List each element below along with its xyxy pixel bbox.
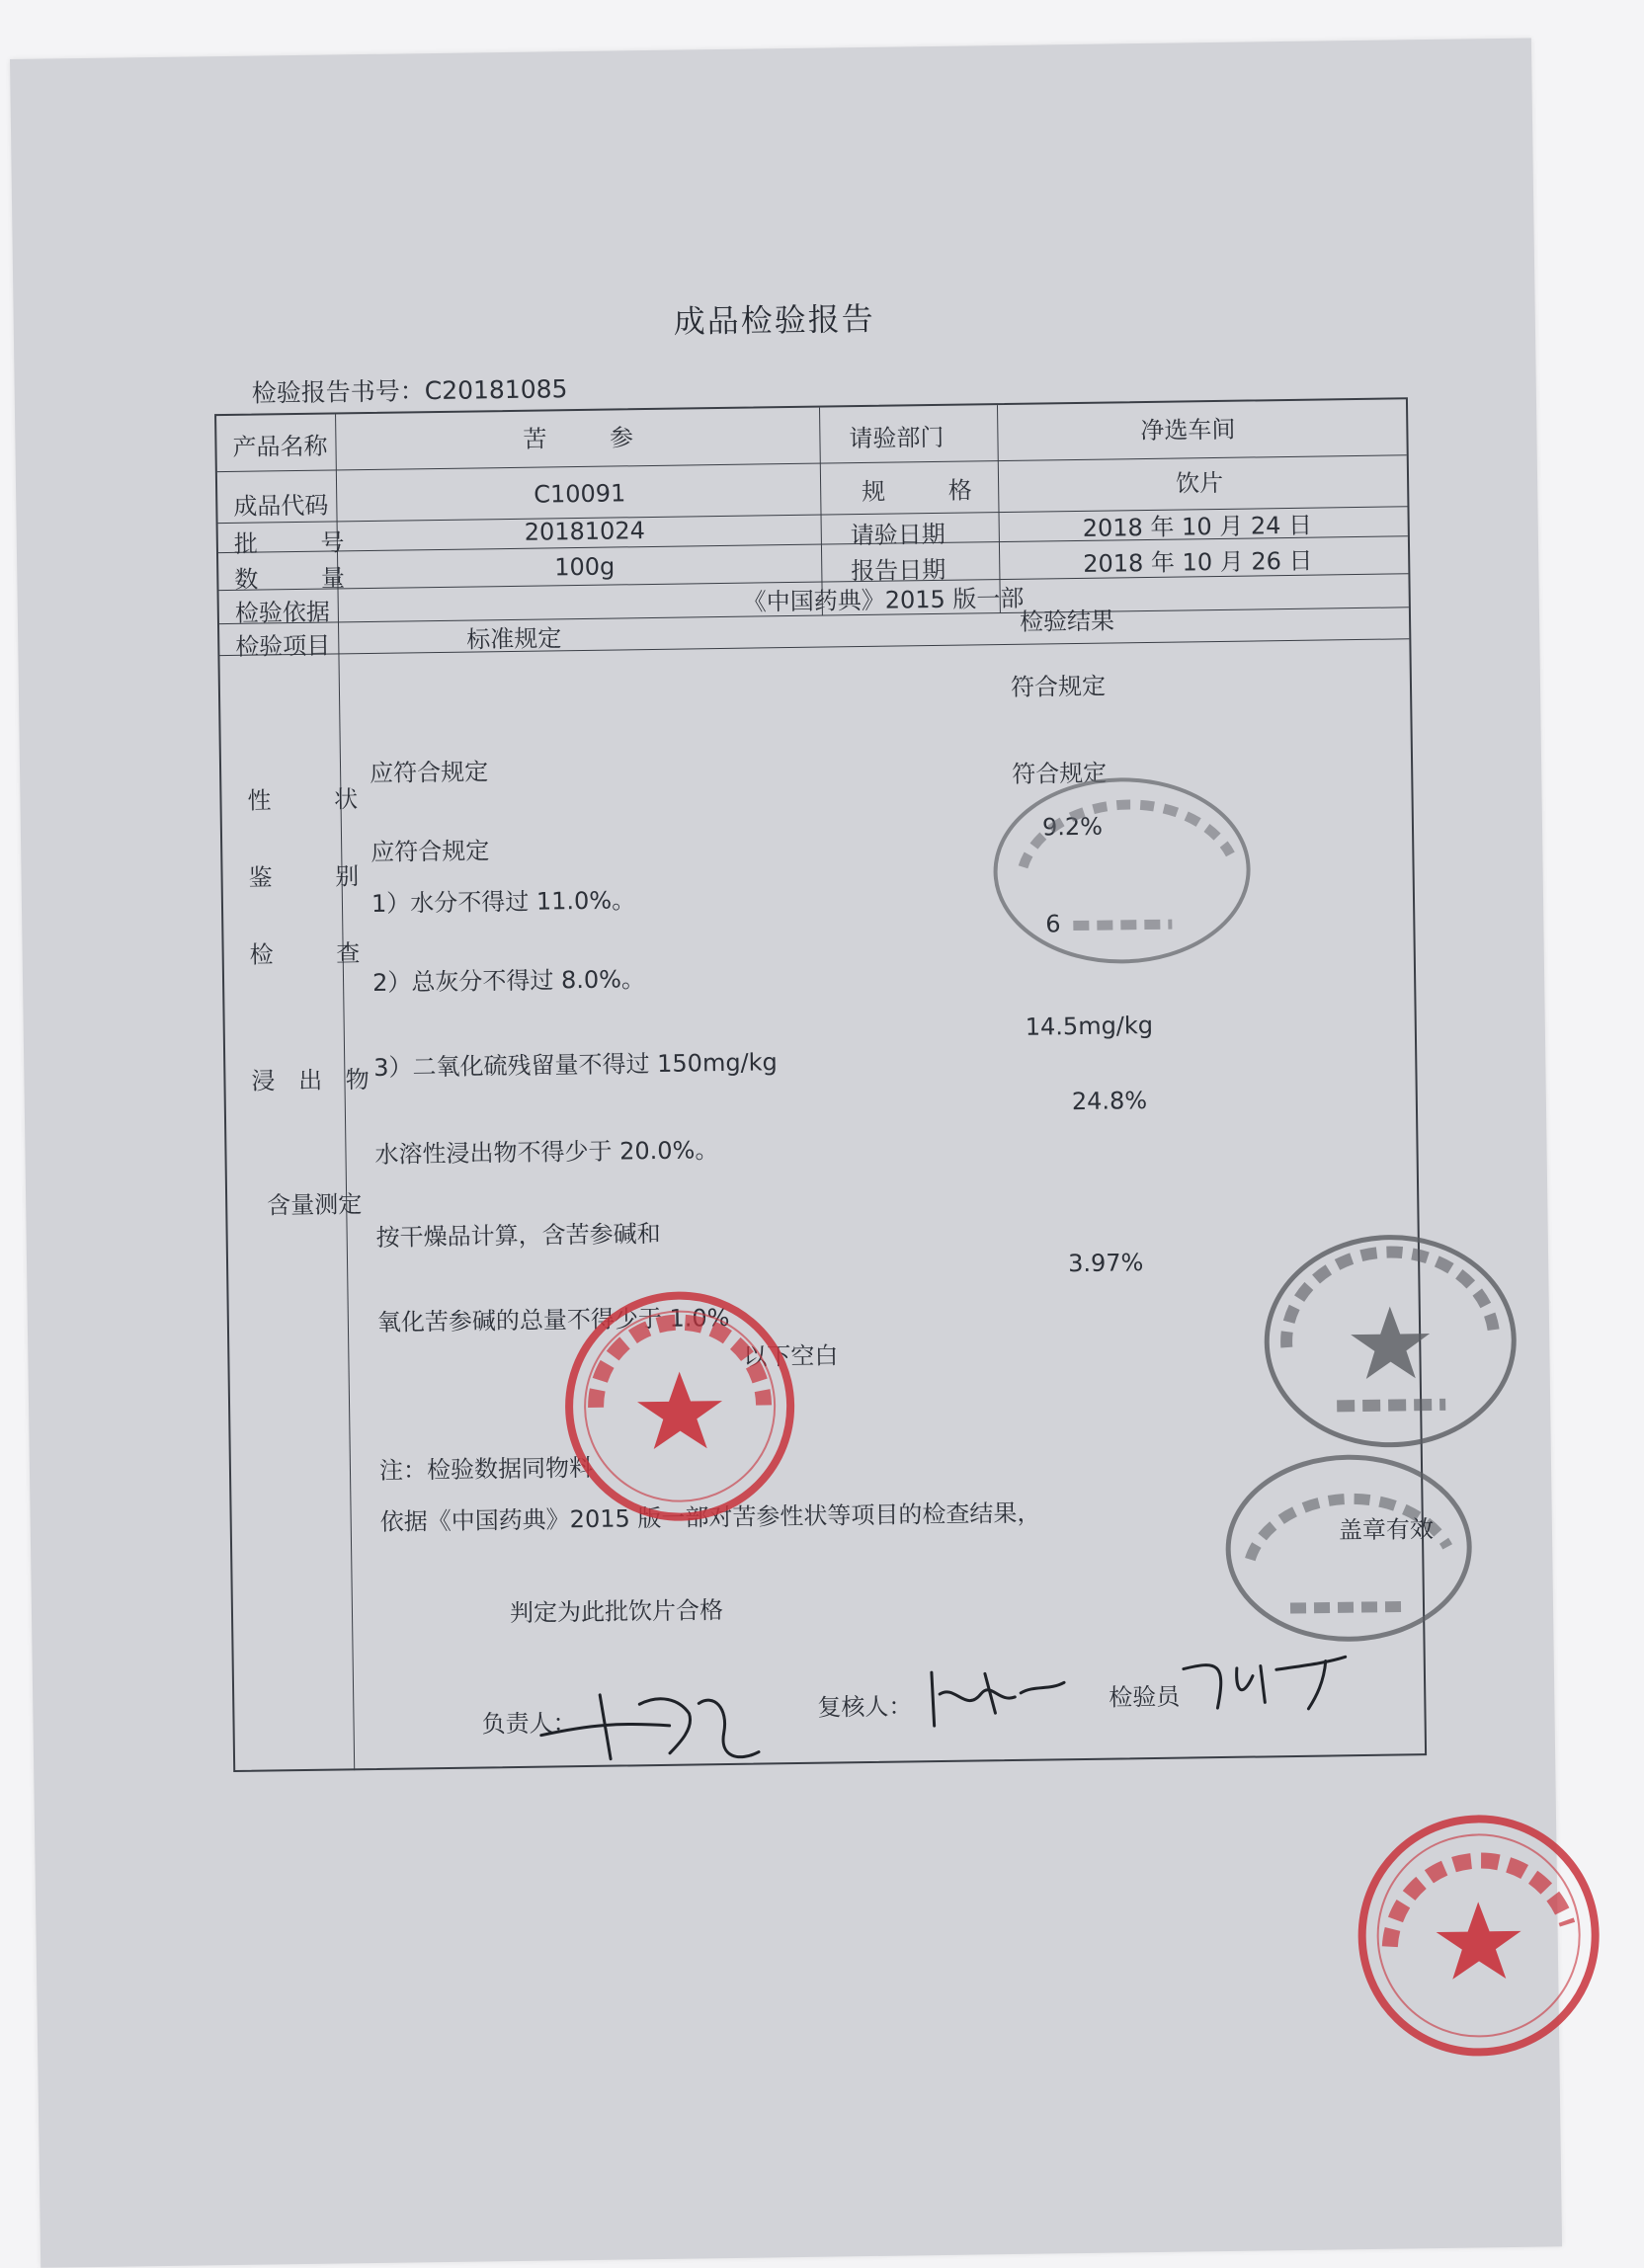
red-stamp-company [554,1281,804,1531]
scanned-report-page [10,38,1562,2267]
header-result: 检验结果 [1019,607,1115,636]
responsible-label: 负责人： [481,1709,577,1739]
result-identification: 符合规定 [1012,759,1108,788]
label-report-date: 报告日期 [851,555,946,586]
std-ash: 2）总灰分不得过 8.0%。 [371,965,646,997]
value-request-date: 2018 年 10 月 24 日 [1082,511,1313,542]
value-product-name: 苦 参 [523,423,662,453]
result-extract: 24.8% [1071,1087,1148,1116]
result-assay: 3.97% [1067,1249,1144,1278]
std-assay-line1: 按干燥品计算，含苦参碱和 [375,1219,661,1252]
gray-stamp-seal-valid [1219,1447,1479,1649]
std-so2: 3）二氧化硫残留量不得过 150mg/kg [373,1048,778,1082]
header-item: 检验项目 [235,631,331,661]
value-spec: 饮片 [1175,468,1224,498]
label-batch: 批 号 [233,527,372,558]
value-code: C10091 [534,479,626,509]
label-quantity: 数 量 [234,563,373,594]
red-stamp-bottom [1349,1806,1609,2066]
table-rule [219,638,1409,656]
gray-stamp-round-right [1256,1226,1525,1457]
result-ash: 6 [1045,910,1061,938]
label-basis: 检验依据 [234,598,331,627]
inspection-table [214,397,1435,1772]
std-traits: 应符合规定 [369,758,489,787]
item-inspection: 检 查 [249,938,388,969]
seal-valid-text: 盖章有效 [1338,1515,1435,1545]
label-product-name: 产品名称 [232,432,328,461]
report-number-value: C20181085 [424,374,568,406]
value-report-date: 2018 年 10 月 26 日 [1083,546,1313,578]
std-moisture: 1）水分不得过 11.0%。 [370,886,636,918]
gray-stamp-oval-top [982,765,1262,976]
document-title: 成品检验报告 [673,299,876,341]
reviewer-signature [926,1662,1075,1734]
label-request-date: 请验日期 [850,520,946,550]
item-traits: 性 状 [247,784,386,815]
blank-below: 以下空白 [743,1341,839,1371]
report-number-label: 检验报告书号： [251,376,425,408]
conclusion-text: 依据《中国药典》2015 版一部对苦参性状等项目的检查结果， [379,1498,1041,1536]
label-dept: 请验部门 [849,423,945,453]
label-spec: 规 格 [862,476,1001,507]
value-dept: 净选车间 [1140,415,1236,446]
std-identification: 应符合规定 [370,837,490,866]
std-assay-line2: 氧化苦参碱的总量不得少于 1.0% [376,1303,730,1336]
item-extract: 浸 出 物 [251,1065,377,1095]
value-batch: 20181024 [524,517,646,546]
item-identification: 鉴 别 [248,861,387,892]
value-quantity: 100g [554,552,616,582]
std-extract: 水溶性浸出物不得少于 20.0%。 [374,1136,719,1169]
value-basis: 《中国药典》2015 版一部 [742,584,1025,616]
table-rule [217,454,1407,472]
judgement-text: 判定为此批饮片合格 [509,1596,724,1628]
note-text: 注：检验数据同物料 [378,1453,594,1485]
result-so2: 14.5mg/kg [1025,1011,1154,1041]
inspector-label: 检验员 [1109,1682,1181,1712]
label-code: 成品代码 [233,491,329,521]
responsible-signature [531,1662,789,1775]
item-assay: 含量测定 [267,1190,363,1220]
result-moisture: 9.2% [1041,812,1104,842]
reviewer-label: 复核人： [817,1692,913,1722]
report-number-line [251,369,567,409]
inspector-signature [1178,1647,1356,1719]
header-standard: 标准规定 [466,624,562,654]
result-traits: 符合规定 [1010,672,1107,701]
